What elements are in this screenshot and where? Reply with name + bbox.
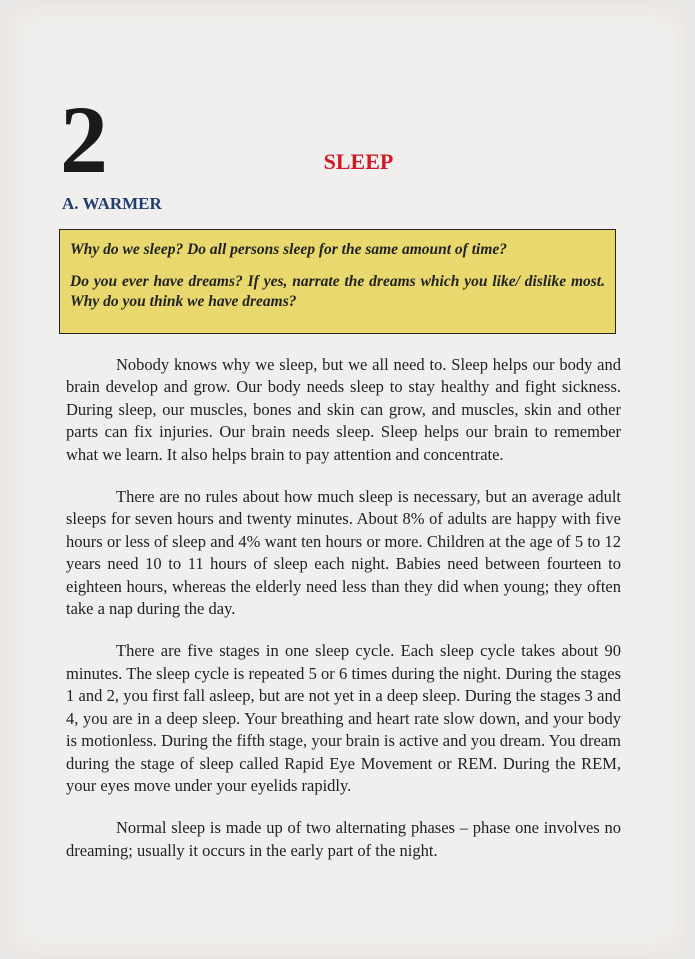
question-2: Do you ever have dreams? If yes, narrate the dreams which you like/ dislike most. Why do you think we have dreams? — [70, 273, 605, 310]
paragraph-1: Nobody knows why we sleep, but we all need to. Sleep helps our body and brain develop and grow. Our body needs sleep to stay healthy and fight sickness. During sleep, our muscles, bones and skin can grow, and muscles, skin and other parts can fix injuries. Our brain needs sleep. Sleep helps our brain to remember what we learn. It also helps brain to pay attention and concentrate. — [66, 355, 621, 464]
chapter-number: 2 — [60, 86, 108, 193]
paragraph-4: Normal sleep is made up of two alternating phases – phase one involves no dreaming; usually it occurs in the early part of the night. — [66, 818, 621, 860]
chapter-title: SLEEP — [323, 149, 394, 174]
chapter-body — [66, 354, 621, 882]
question-1: Why do we sleep? Do all persons sleep for the same amount of time? — [70, 241, 508, 258]
author-name: A. WARMER — [62, 194, 162, 213]
paragraph-2: There are no rules about how much sleep is necessary, but an average adult sleeps for seven hours and twenty minutes. About 8% of adults are happy with five hours or less of sleep and 4% want ten hours or more. Children at the age of 5 to 12 years need 10 to 11 hours of sleep each night. Babies need between fourteen to eighteen hours, whereas the elderly need less than they did when young; they often take a nap during the day. — [66, 487, 621, 619]
pre-reading-questions-box — [59, 229, 616, 334]
book-page — [6, 4, 687, 956]
paragraph-3: There are five stages in one sleep cycle. Each sleep cycle takes about 90 minutes. The sleep cycle is repeated 5 or 6 times during the night. During the stages 1 and 2, you first fall asleep, but are not yet in a deep sleep. During the stages 3 and 4, you are in a deep sleep. Your breathing and heart rate slow down, and your body is motionless. During the fifth stage, your brain is active and you dream. You dream during the stage of sleep called Rapid Eye Movement or REM. During the REM, your eyes move under your eyelids rapidly. — [66, 641, 621, 795]
